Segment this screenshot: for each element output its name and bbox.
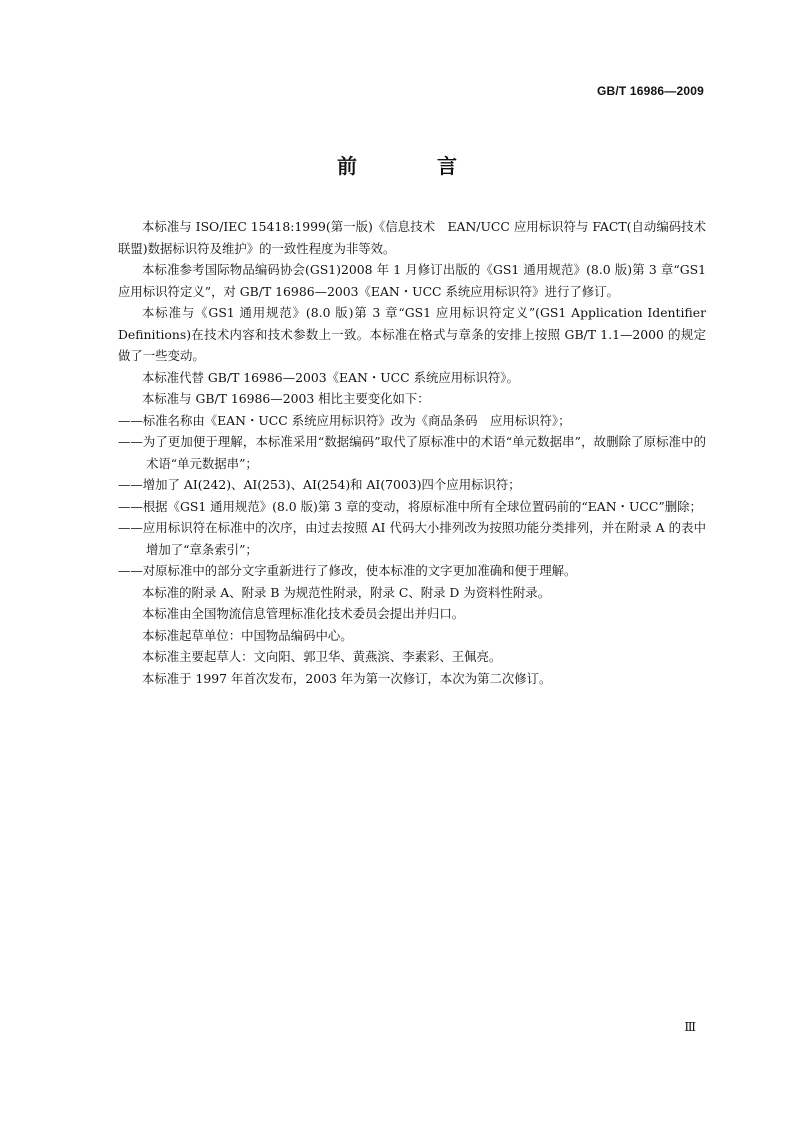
- paragraph-drafting-unit: 本标准起草单位：中国物品编码中心。: [142, 627, 353, 643]
- change-item: ——对原标准中的部分文字重新进行了修改，使本标准的文字更加准确和便于理解。: [118, 563, 577, 578]
- paragraph-alignment: 本标准与《GS1 通用规范》(8.0 版)第 3 章“GS1 应用标识符定义”(GS1 Application Identifier Definitions)在技术内容和技术参数上一致。本标准在格式与章条的安排上按照 GB/T 1.1—2000 的规定做了一些变动。: [118, 305, 706, 363]
- standard-code-header: GB/T 16986—2009: [596, 84, 704, 98]
- paragraph-drafters: 本标准主要起草人：文向阳、郭卫华、黄燕滨、李素彩、王佩亮。: [142, 649, 502, 664]
- paragraph-history: 本标准于 1997 年首次发布，2003 年为第一次修订，本次为第二次修订。: [142, 670, 552, 686]
- paragraph-annexes: 本标准的附录 A、附录 B 为规范性附录，附录 C、附录 D 为资料性附录。: [142, 584, 551, 600]
- change-item: ——标准名称由《EAN・UCC 系统应用标识符》改为《商品条码 应用标识符》；: [118, 412, 571, 428]
- change-item: ——应用标识符在标准中的次序，由过去按照 AI 代码大小排列改为按照功能分类排列，并在附录 A 的表中增加了“章条索引”；: [118, 520, 706, 557]
- paragraph-reference: 本标准参考国际物品编码协会(GS1)2008 年 1 月修订出版的《GS1 通用规范》(8.0 版)第 3 章“GS1 应用标识符定义”，对 GB/T 16986—2003《EAN・UCC 系统应用标识符》进行了修订。: [118, 262, 706, 299]
- paragraph-consistency: 本标准与 ISO/IEC 15418:1999(第一版)《信息技术 EAN/UCC 应用标识符与 FACT(自动编码技术联盟)数据标识符及维护》的一致性程度为非等效。: [118, 219, 706, 256]
- paragraph-changes-intro: 本标准与 GB/T 16986—2003 相比主要变化如下：: [142, 391, 430, 406]
- paragraph-committee: 本标准由全国物流信息管理标准化技术委员会提出并归口。: [142, 606, 465, 621]
- paragraph-replaces: 本标准代替 GB/T 16986—2003《EAN・UCC 系统应用标识符》。: [142, 369, 519, 385]
- change-item: ——增加了 AI(242)、AI(253)、AI(254)和 AI(7003)四个应用标识符；: [118, 477, 521, 492]
- page-title: 前 言: [337, 154, 487, 178]
- change-item: ——根据《GS1 通用规范》(8.0 版)第 3 章的变动，将原标准中所有全球位置码前的“EAN・UCC”删除；: [118, 498, 702, 514]
- foreword-body: [118, 216, 706, 689]
- page-number: Ⅲ: [684, 1020, 696, 1034]
- change-item: ——为了更加便于理解，本标准采用“数据编码”取代了原标准中的术语“单元数据串”，故删除了原标准中的术语“单元数据串”；: [118, 434, 706, 471]
